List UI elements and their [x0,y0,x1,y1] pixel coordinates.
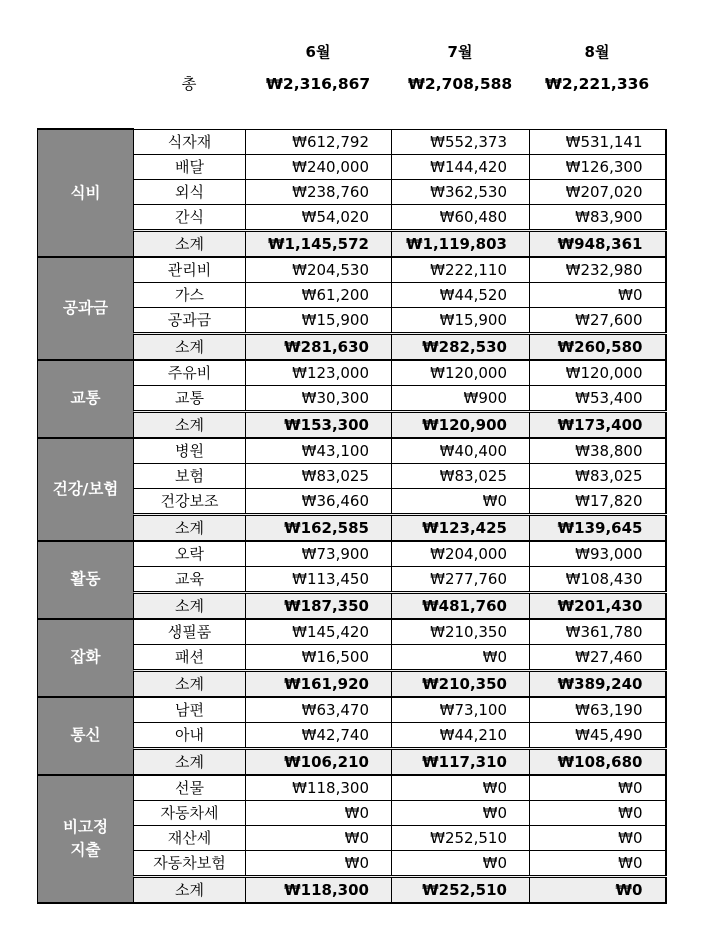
item-value: ₩73,100 [392,697,530,723]
subtotal-value: ₩161,920 [246,670,392,697]
item-value: ₩54,020 [246,204,392,230]
item-value: ₩531,141 [530,129,666,154]
subtotal-label: 소계 [134,748,246,775]
budget-table [37,128,667,904]
item-value: ₩204,000 [392,541,530,567]
total-value: ₩2,316,867 [265,75,371,93]
subtotal-value: ₩117,310 [392,748,530,775]
category-label: 비고정 지출 [38,775,134,903]
subtotal-value: ₩106,210 [246,748,392,775]
subtotal-value: ₩173,400 [530,411,666,438]
item-value: ₩0 [530,825,666,850]
item-value: ₩118,300 [246,775,392,801]
item-value: ₩83,025 [530,463,666,488]
category-label: 식비 [38,129,134,257]
subtotal-label: 소계 [134,411,246,438]
item-value: ₩0 [246,825,392,850]
item-value: ₩16,500 [246,644,392,670]
table-row [38,257,666,283]
item-value: ₩83,025 [392,463,530,488]
item-value: ₩0 [392,850,530,876]
item-value: ₩15,900 [392,307,530,333]
subtotal-label: 소계 [134,592,246,619]
budget-table-body [38,129,666,903]
subtotal-value: ₩252,510 [392,876,530,903]
item-value: ₩43,100 [246,438,392,464]
item-value: ₩222,110 [392,257,530,283]
subtotal-value: ₩282,530 [392,333,530,360]
table-row [38,129,666,154]
item-value: ₩204,530 [246,257,392,283]
subtotal-value: ₩118,300 [246,876,392,903]
table-row [38,541,666,567]
item-value: ₩73,900 [246,541,392,567]
item-value: ₩120,000 [392,360,530,386]
item-label: 가스 [134,282,246,307]
item-value: ₩552,373 [392,129,530,154]
subtotal-value: ₩201,430 [530,592,666,619]
subtotal-label: 소계 [134,333,246,360]
month-header: 7월 [447,43,473,61]
item-value: ₩0 [392,644,530,670]
category-label: 건강/보험 [38,438,134,541]
item-value: ₩63,470 [246,697,392,723]
item-value: ₩38,800 [530,438,666,464]
item-value: ₩53,400 [530,385,666,411]
item-value: ₩126,300 [530,154,666,179]
subtotal-value: ₩281,630 [246,333,392,360]
item-value: ₩63,190 [530,697,666,723]
item-value: ₩93,000 [530,541,666,567]
item-label: 공과금 [134,307,246,333]
category-label: 통신 [38,697,134,775]
item-value: ₩123,000 [246,360,392,386]
item-label: 자동차세 [134,800,246,825]
subtotal-value: ₩187,350 [246,592,392,619]
table-row [38,697,666,723]
subtotal-value: ₩162,585 [246,514,392,541]
item-value: ₩45,490 [530,722,666,748]
item-value: ₩252,510 [392,825,530,850]
category-label: 활동 [38,541,134,619]
item-label: 선물 [134,775,246,801]
item-label: 병원 [134,438,246,464]
subtotal-value: ₩108,680 [530,748,666,775]
item-value: ₩83,025 [246,463,392,488]
subtotal-label: 소계 [134,230,246,257]
subtotal-value: ₩139,645 [530,514,666,541]
subtotal-value: ₩153,300 [246,411,392,438]
item-value: ₩0 [392,488,530,514]
item-value: ₩145,420 [246,619,392,645]
subtotal-label: 소계 [134,514,246,541]
subtotal-value: ₩1,145,572 [246,230,392,257]
item-value: ₩238,760 [246,179,392,204]
item-value: ₩144,420 [392,154,530,179]
category-label: 교통 [38,360,134,438]
item-value: ₩0 [392,800,530,825]
item-value: ₩61,200 [246,282,392,307]
item-value: ₩30,300 [246,385,392,411]
item-label: 건강보조 [134,488,246,514]
item-value: ₩232,980 [530,257,666,283]
total-value: ₩2,221,336 [544,75,650,93]
subtotal-value: ₩0 [530,876,666,903]
item-value: ₩361,780 [530,619,666,645]
item-label: 배달 [134,154,246,179]
item-value: ₩83,900 [530,204,666,230]
item-value: ₩120,000 [530,360,666,386]
item-label: 재산세 [134,825,246,850]
table-row [38,619,666,645]
item-value: ₩362,530 [392,179,530,204]
subtotal-value: ₩210,350 [392,670,530,697]
item-label: 남편 [134,697,246,723]
subtotal-value: ₩120,900 [392,411,530,438]
item-label: 식자재 [134,129,246,154]
item-label: 교통 [134,385,246,411]
item-value: ₩42,740 [246,722,392,748]
item-label: 주유비 [134,360,246,386]
item-label: 생필품 [134,619,246,645]
month-header: 6월 [305,43,331,61]
subtotal-label: 소계 [134,876,246,903]
header-summary [0,0,708,130]
item-value: ₩0 [392,775,530,801]
total-label: 총 [181,75,197,93]
item-value: ₩27,460 [530,644,666,670]
item-value: ₩207,020 [530,179,666,204]
total-value: ₩2,708,588 [407,75,513,93]
item-value: ₩210,350 [392,619,530,645]
item-value: ₩44,520 [392,282,530,307]
item-value: ₩0 [246,850,392,876]
item-value: ₩17,820 [530,488,666,514]
item-value: ₩108,430 [530,566,666,592]
item-label: 보험 [134,463,246,488]
table-row [38,360,666,386]
item-label: 관리비 [134,257,246,283]
table-row [38,438,666,464]
item-value: ₩27,600 [530,307,666,333]
item-label: 외식 [134,179,246,204]
item-label: 간식 [134,204,246,230]
item-value: ₩612,792 [246,129,392,154]
item-label: 오락 [134,541,246,567]
item-value: ₩277,760 [392,566,530,592]
subtotal-value: ₩948,361 [530,230,666,257]
subtotal-value: ₩389,240 [530,670,666,697]
month-header: 8월 [584,43,610,61]
item-value: ₩60,480 [392,204,530,230]
item-value: ₩36,460 [246,488,392,514]
item-value: ₩240,000 [246,154,392,179]
item-value: ₩15,900 [246,307,392,333]
table-row [38,775,666,801]
item-value: ₩0 [246,800,392,825]
item-value: ₩0 [530,775,666,801]
item-label: 패션 [134,644,246,670]
subtotal-value: ₩1,119,803 [392,230,530,257]
item-value: ₩0 [530,282,666,307]
item-value: ₩40,400 [392,438,530,464]
item-value: ₩900 [392,385,530,411]
category-label: 잡화 [38,619,134,697]
subtotal-value: ₩481,760 [392,592,530,619]
item-value: ₩113,450 [246,566,392,592]
item-label: 교육 [134,566,246,592]
subtotal-value: ₩123,425 [392,514,530,541]
item-label: 아내 [134,722,246,748]
item-label: 자동차보험 [134,850,246,876]
item-value: ₩0 [530,800,666,825]
category-label: 공과금 [38,257,134,360]
item-value: ₩44,210 [392,722,530,748]
subtotal-label: 소계 [134,670,246,697]
subtotal-value: ₩260,580 [530,333,666,360]
item-value: ₩0 [530,850,666,876]
